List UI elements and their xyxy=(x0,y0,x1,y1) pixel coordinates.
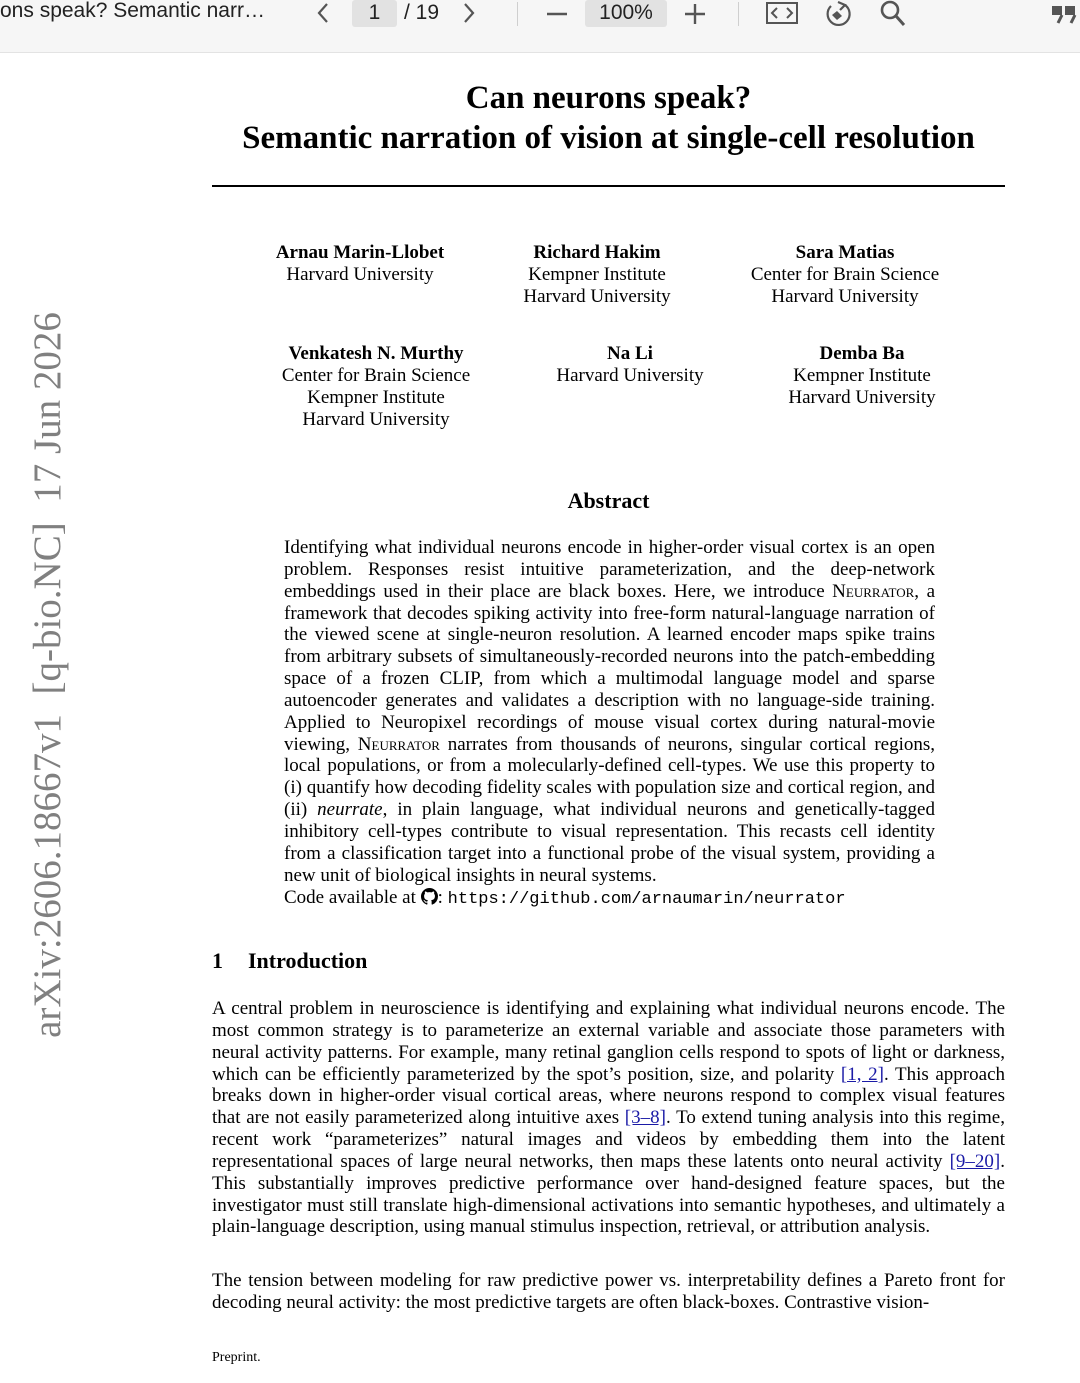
page-number-input[interactable]: 1 xyxy=(352,0,397,27)
pdf-toolbar xyxy=(0,0,1080,53)
code-label: Code available at xyxy=(284,886,421,908)
author-affiliation: Harvard University xyxy=(286,264,434,285)
author-name: Demba Ba xyxy=(819,343,905,364)
fit-page-icon[interactable] xyxy=(764,0,800,26)
author-block xyxy=(477,242,717,308)
author-block xyxy=(725,242,965,308)
citation-link[interactable]: [9–20] xyxy=(949,1150,1001,1172)
abstract-part: narrates from thousands of neurons, singular cortical regions, local populations, or from a molecularly-defined cell-types. We use this property to (i) quantify how decoding fidelity scales with population size and cortical region, and (ii) xyxy=(284,733,935,821)
zoom-out-icon[interactable] xyxy=(543,0,571,26)
paragraph-text: . This approach breaks down in higher-order visual cortical areas, where neurons respond to complex visual features that are not easily parameterized along intuitive axes xyxy=(212,1063,1005,1129)
author-block xyxy=(742,343,982,409)
author-affiliation: Harvard University xyxy=(556,365,704,386)
code-url-link[interactable]: https://github.com/arnaumarin/neurrator xyxy=(447,889,846,909)
intro-paragraph-1 xyxy=(212,998,1005,1238)
author-block xyxy=(240,242,480,286)
author-affiliation: Harvard University xyxy=(523,286,671,307)
footer-note: Preprint. xyxy=(212,1350,261,1365)
code-separator: : xyxy=(437,886,448,908)
author-name: Na Li xyxy=(607,343,653,364)
arxiv-identifier-stamp: arXiv:2606.18667v1 [q-bio.NC] 17 Jun 2026 xyxy=(26,312,69,1038)
abstract-heading: Abstract xyxy=(567,488,650,513)
method-name: Neurrator xyxy=(832,580,915,602)
section-title: Introduction xyxy=(248,948,368,973)
abstract-verb: neurrate xyxy=(317,799,383,821)
author-affiliation: Kempner Institute xyxy=(528,264,666,285)
paragraph-text: . To extend tuning analysis into this regime, recent work “parameterizes” natural images and videos by embedding them into the latent representational spaces of large neural networks, then maps these latents onto neural activity xyxy=(212,1107,1005,1172)
zoom-in-icon[interactable] xyxy=(681,0,709,26)
title-line-2: Semantic narration of vision at single-cell resolution xyxy=(242,120,975,156)
citation-link[interactable]: [1, 2] xyxy=(840,1063,884,1085)
author-affiliation: Kempner Institute xyxy=(307,387,445,408)
author-affiliation: Harvard University xyxy=(788,387,936,408)
rotate-icon[interactable] xyxy=(822,0,854,28)
author-affiliation: Harvard University xyxy=(771,286,919,307)
chevron-right-icon[interactable] xyxy=(458,0,480,26)
title-line-1: Can neurons speak? xyxy=(465,80,752,116)
method-name: Neurrator xyxy=(357,733,440,755)
author-affiliation: Kempner Institute xyxy=(793,365,931,386)
abstract-part: Identifying what individual neurons encode in higher-order visual cortex is an open problem. Responses resist intuitive parameterization, and the deep-network embeddings used in their place are black boxes. Here, we introduce xyxy=(284,537,935,602)
paragraph-text: . This substantially improves predictive performance over hand-designed feature spaces, but the investigator must still translate high-dimensional activations into semantic hypotheses, and ultimately a plain-language description, using manual stimulus inspection, retrieval, or attribution analysis. xyxy=(212,1150,1005,1238)
intro-paragraph-2: The tension between modeling for raw predictive power vs. interpretability defines a Pareto front for decoding neural activity: the most predictive targets are often black-boxes. Contrastive vision- xyxy=(212,1270,1005,1313)
document-title: ons speak? Semantic narr… xyxy=(0,0,265,22)
chevron-left-icon[interactable] xyxy=(312,0,334,26)
author-name: Richard Hakim xyxy=(533,242,661,263)
toolbar-divider xyxy=(738,2,739,26)
paper-title xyxy=(212,78,1005,158)
author-name: Sara Matias xyxy=(795,242,895,263)
author-affiliation: Center for Brain Science xyxy=(281,365,471,386)
zoom-level[interactable]: 100% xyxy=(585,0,667,27)
title-rule xyxy=(212,185,1005,187)
author-block xyxy=(510,343,750,387)
quote-icon[interactable] xyxy=(1050,2,1078,26)
abstract-part: , in plain language, what individual neurons and genetically-tagged inhibitory cell-types contribute to visual representation. This recasts cell identity from a classification target into a functional probe of the visual system, providing a new unit of biological insights in neural systems. xyxy=(284,799,935,886)
author-affiliation: Center for Brain Science xyxy=(750,264,940,285)
citation-link[interactable]: [3–8] xyxy=(624,1107,666,1129)
section-number: 1 xyxy=(212,948,223,973)
abstract-text xyxy=(284,537,935,910)
page-total: / 19 xyxy=(404,1,440,24)
github-icon[interactable] xyxy=(421,888,438,911)
author-name: Arnau Marin-Llobet xyxy=(275,242,445,263)
toolbar-divider xyxy=(517,2,518,26)
section-heading xyxy=(212,948,367,974)
author-name: Venkatesh N. Murthy xyxy=(288,343,464,364)
abstract-part: , a framework that decodes spiking activity into free-form natural-language narration of the viewed scene at single-neuron resolution. A learned encoder maps spike trains from arbitrary subsets of simultaneously-recorded neurons into the patch-embedding space of a frozen CLIP, from which a multimodal language model and sparse autoencoder generates and validates a description with no language-side training. Applied to Neuropixel recordings of mouse visual cortex during natural-movie viewing, xyxy=(284,580,935,755)
search-icon[interactable] xyxy=(878,0,908,28)
paragraph-text: A central problem in neuroscience is identifying and explaining what individual neurons encode. The most common strategy is to parameterize an external variable and associate those parameters with neural activity patterns. For example, many retinal ganglion cells respond to spots of light or darkness, which can be efficiently parameterized by the spot’s position, size, and polarity xyxy=(212,998,1005,1085)
author-affiliation: Harvard University xyxy=(302,409,450,430)
author-block xyxy=(256,343,496,431)
